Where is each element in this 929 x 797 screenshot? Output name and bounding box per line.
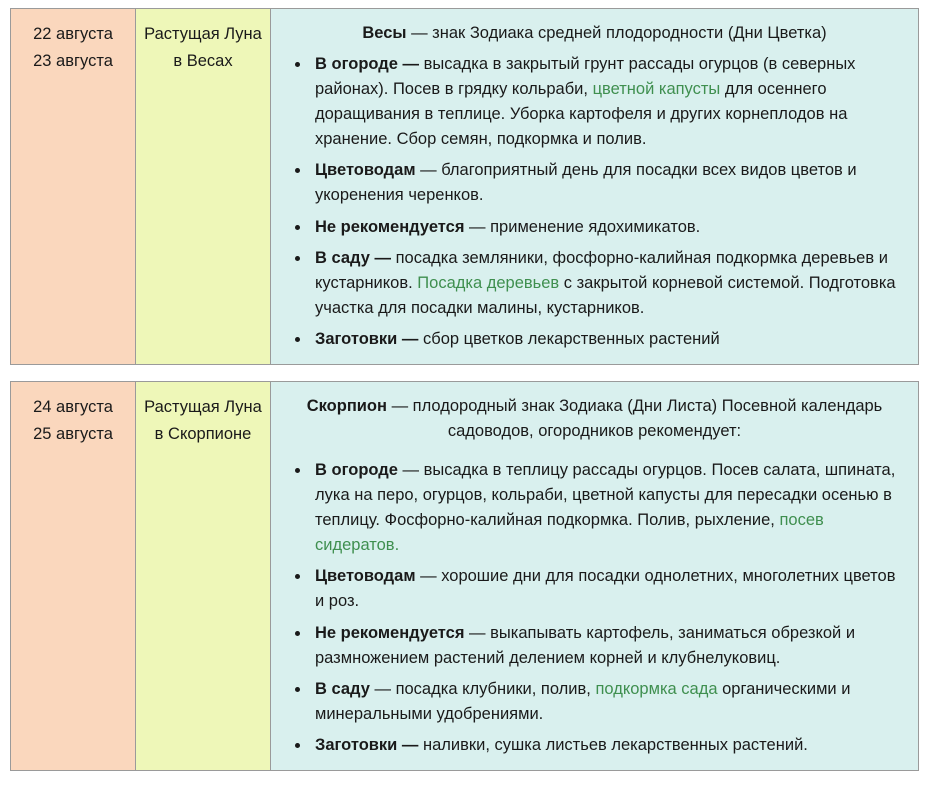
recommendation-text: — применение ядохимикатов. <box>464 217 701 236</box>
recommendation-label: Не рекомендуется <box>315 217 465 236</box>
recommendation-item <box>311 564 904 614</box>
recommendation-label: В огороде <box>315 461 398 480</box>
recommendation-label: Заготовки — <box>315 329 419 348</box>
recommendation-item <box>311 621 904 671</box>
recommendation-label: В саду <box>315 679 370 698</box>
recommendation-item <box>311 458 904 558</box>
recommendation-text: с закрытой корневой системой. Подготовка участка для посадки малины, кустарников. <box>315 273 896 317</box>
moon-phase-line: в Скорпионе <box>154 424 252 443</box>
zodiac-intro <box>285 394 904 444</box>
recommendation-text: сбор цветков лекарственных растений <box>418 329 720 348</box>
highlighted-text: подкормка сада <box>595 679 718 698</box>
date-line: 25 августа <box>33 424 113 443</box>
recommendation-text: для осеннего доращивания в теплице. Уборка картофеля и других корнеплодов на хранение. Сбор семян, подкормка и полив. <box>315 80 848 149</box>
highlighted-text: Посадка деревьев <box>417 273 560 292</box>
calendar-block <box>10 381 919 771</box>
recommendation-item <box>311 52 904 152</box>
moon-phase-line: в Весах <box>173 51 233 70</box>
recommendation-text: высадка в закрытый грунт рассады огурцов (в северных районах). Посев в грядку кольраби, <box>315 55 856 99</box>
recommendations-cell <box>271 382 918 770</box>
recommendation-label: В саду — <box>315 248 391 267</box>
moon-phase-cell <box>136 382 271 770</box>
zodiac-intro <box>285 21 904 46</box>
recommendation-list <box>285 52 904 352</box>
recommendation-item <box>311 246 904 321</box>
recommendation-label: Не рекомендуется <box>315 623 465 642</box>
recommendation-text: — хорошие дни для посадки однолетних, многолетних цветов и роз. <box>315 567 896 611</box>
recommendations-cell <box>271 9 918 364</box>
recommendation-label: В огороде — <box>315 55 419 74</box>
recommendation-label: Цветоводам <box>315 161 416 180</box>
date-line: 24 августа <box>33 397 113 416</box>
recommendation-text: — высадка в теплицу рассады огурцов. Посев салата, шпината, лука на перо, огурцов, кольраби, цветной капусты для пересадки осенью в теплицу. Фосфорно-калийная подкормка. Полив, рыхление, <box>315 461 896 530</box>
zodiac-intro-text: — знак Зодиака средней плодородности (Дни Цветка) <box>406 24 827 42</box>
date-line: 23 августа <box>33 51 113 70</box>
moon-phase-line: Растущая Луна <box>144 397 262 416</box>
zodiac-sign-name: Весы <box>362 24 407 42</box>
dates-cell <box>11 9 136 364</box>
recommendation-text: посадка земляники, фосфорно-калийная подкормка деревьев и кустарников. <box>315 248 888 292</box>
recommendation-item <box>311 733 904 758</box>
recommendation-text: — посадка клубники, полив, <box>369 679 596 698</box>
recommendation-item <box>311 677 904 727</box>
recommendation-label: Заготовки — <box>315 735 419 754</box>
date-line: 22 августа <box>33 25 113 43</box>
recommendation-item <box>311 215 904 240</box>
dates-cell <box>11 382 136 770</box>
zodiac-sign-name: Скорпион <box>306 396 387 415</box>
recommendation-list <box>285 458 904 758</box>
highlighted-text: посев сидератов. <box>315 511 824 555</box>
recommendation-text: органическими и минеральными удобрениями. <box>315 679 851 723</box>
recommendation-label: Цветоводам <box>315 567 416 586</box>
moon-phase-line: Растущая Луна <box>144 25 262 43</box>
recommendation-text: — выкапывать картофель, заниматься обрезкой и размножением растений делением корней и клубнелуковиц. <box>315 623 856 667</box>
recommendation-text: наливки, сушка листьев лекарственных растений. <box>418 735 808 754</box>
recommendation-text: — благоприятный день для посадки всех видов цветов и укоренения черенков. <box>315 161 857 205</box>
highlighted-text: цветной капусты <box>592 80 721 99</box>
recommendation-item <box>311 327 904 352</box>
moon-phase-cell <box>136 9 271 364</box>
recommendation-item <box>311 158 904 208</box>
zodiac-intro-text: — плодородный знак Зодиака (Дни Листа) Посевной календарь садоводов, огородников рекомендует: <box>386 396 883 441</box>
calendar-block <box>10 8 919 365</box>
